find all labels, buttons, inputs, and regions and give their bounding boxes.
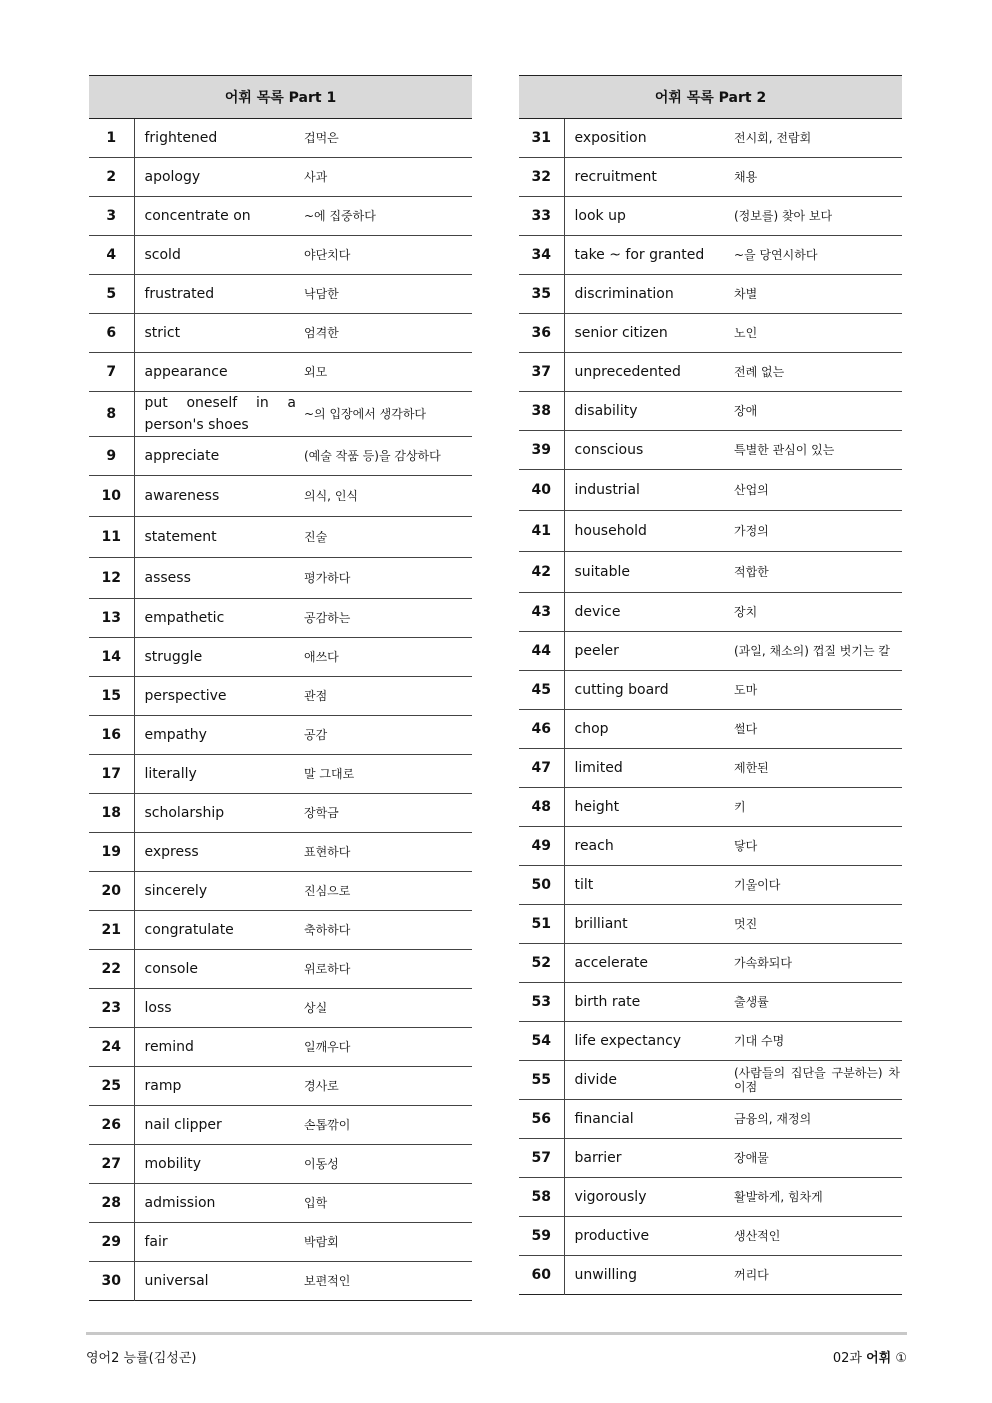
vocab-meaning: 산업의 xyxy=(732,470,902,511)
vocab-meaning: ~을 당연시하다 xyxy=(732,236,902,275)
row-number: 56 xyxy=(519,1100,564,1139)
vocab-meaning: 닿다 xyxy=(732,827,902,866)
table-row xyxy=(89,872,472,911)
table-row xyxy=(519,1256,902,1295)
vocab-meaning: 꺼리다 xyxy=(734,1268,769,1282)
vocab-meaning: 기대 수명 xyxy=(732,1022,902,1061)
table-row xyxy=(89,1184,472,1223)
table-row xyxy=(89,1067,472,1106)
vocab-word: mobility xyxy=(134,1145,302,1184)
vocab-word: suitable xyxy=(564,552,732,593)
vocab-word: brilliant xyxy=(564,905,732,944)
table-body xyxy=(519,119,902,1295)
vocab-meaning: 활발하게, 힘차게 xyxy=(732,1178,902,1217)
vocab-meaning: 생산적인 xyxy=(732,1217,902,1256)
vocab-meaning: 가속화되다 xyxy=(732,944,902,983)
row-number: 16 xyxy=(89,716,134,755)
vocab-word: discrimination xyxy=(564,275,732,314)
vocab-word: apology xyxy=(134,158,302,197)
row-number: 50 xyxy=(519,866,564,905)
row-number: 36 xyxy=(519,314,564,353)
row-number: 29 xyxy=(89,1223,134,1262)
vocab-meaning: 겁먹은 xyxy=(302,119,472,158)
table-row xyxy=(519,158,902,197)
vocab-word: productive xyxy=(564,1217,732,1256)
vocab-meaning: 표현하다 xyxy=(302,833,472,872)
row-number: 17 xyxy=(89,755,134,794)
vocab-word: console xyxy=(134,950,302,989)
row-number: 31 xyxy=(519,119,564,158)
vocab-word: fair xyxy=(134,1223,302,1262)
row-number: 22 xyxy=(89,950,134,989)
vocab-word: chop xyxy=(564,710,732,749)
row-number: 14 xyxy=(89,638,134,677)
table-row xyxy=(89,119,472,158)
table-row xyxy=(89,197,472,236)
row-number: 47 xyxy=(519,749,564,788)
footer-lesson-mark: ① xyxy=(895,1351,907,1366)
vocab-meaning: 경사로 xyxy=(302,1067,472,1106)
row-number: 4 xyxy=(89,236,134,275)
vocab-word: put oneself in a person's shoes xyxy=(134,392,302,437)
table-row xyxy=(519,275,902,314)
footer-lesson-title: 어휘 xyxy=(866,1351,892,1366)
vocab-meaning: 위로하다 xyxy=(302,950,472,989)
vocab-meaning: 의식, 인식 xyxy=(302,476,472,517)
vocab-table-part1 xyxy=(89,75,472,1301)
row-number: 6 xyxy=(89,314,134,353)
row-number: 24 xyxy=(89,1028,134,1067)
row-number: 28 xyxy=(89,1184,134,1223)
table-row xyxy=(519,197,902,236)
table-row xyxy=(89,1145,472,1184)
table-row xyxy=(89,314,472,353)
vocab-table-part2 xyxy=(519,75,902,1295)
table-row xyxy=(89,437,472,476)
row-number: 18 xyxy=(89,794,134,833)
vocab-meaning: 평가하다 xyxy=(302,558,472,599)
vocab-meaning: 일깨우다 xyxy=(302,1028,472,1067)
vocab-word: admission xyxy=(134,1184,302,1223)
vocab-meaning: 보편적인 xyxy=(304,1274,351,1288)
vocab-word: congratulate xyxy=(134,911,302,950)
vocab-meaning: 출생률 xyxy=(732,983,902,1022)
table-body xyxy=(89,119,472,1301)
row-number: 40 xyxy=(519,470,564,511)
vocab-word: senior citizen xyxy=(564,314,732,353)
row-number: 13 xyxy=(89,599,134,638)
vocab-word: strict xyxy=(134,314,302,353)
row-number: 21 xyxy=(89,911,134,950)
footer-lesson xyxy=(833,1347,907,1366)
row-number: 60 xyxy=(519,1256,564,1295)
row-number: 53 xyxy=(519,983,564,1022)
row-number: 1 xyxy=(89,119,134,158)
table-row xyxy=(519,944,902,983)
vocab-meaning: 축하하다 xyxy=(302,911,472,950)
row-number: 37 xyxy=(519,353,564,392)
table-row xyxy=(519,470,902,511)
vocab-word: appearance xyxy=(134,353,302,392)
table-row xyxy=(89,1106,472,1145)
row-number: 26 xyxy=(89,1106,134,1145)
table-row xyxy=(519,710,902,749)
footer-lesson-number: 02과 xyxy=(832,1351,862,1366)
vocab-meaning: 야단치다 xyxy=(302,236,472,275)
table-row xyxy=(519,314,902,353)
vocab-meaning: 엄격한 xyxy=(302,314,472,353)
table-row xyxy=(89,950,472,989)
vocab-word: peeler xyxy=(564,632,732,671)
vocab-word: birth rate xyxy=(564,983,732,1022)
row-number: 5 xyxy=(89,275,134,314)
table-row xyxy=(519,1022,902,1061)
vocab-word: unwilling xyxy=(574,1267,638,1283)
vocab-word: industrial xyxy=(564,470,732,511)
vocab-word: household xyxy=(564,511,732,552)
vocab-word: frightened xyxy=(134,119,302,158)
row-number: 11 xyxy=(89,517,134,558)
vocab-word: reach xyxy=(564,827,732,866)
table-row xyxy=(89,833,472,872)
row-number: 35 xyxy=(519,275,564,314)
vocab-meaning: 채용 xyxy=(732,158,902,197)
vocab-word: appreciate xyxy=(134,437,302,476)
table-title: 어휘 목록 Part 1 xyxy=(89,76,472,119)
table-row xyxy=(519,392,902,431)
table-row xyxy=(89,1028,472,1067)
vocab-meaning: 기울이다 xyxy=(732,866,902,905)
table-row xyxy=(519,749,902,788)
row-number: 9 xyxy=(89,437,134,476)
vocab-word: express xyxy=(134,833,302,872)
vocab-word: ramp xyxy=(134,1067,302,1106)
vocab-meaning: 장애물 xyxy=(732,1139,902,1178)
table-row xyxy=(89,392,472,437)
vocab-word: financial xyxy=(564,1100,732,1139)
row-number: 41 xyxy=(519,511,564,552)
vocab-meaning: 장치 xyxy=(732,593,902,632)
vocab-meaning: ~의 입장에서 생각하다 xyxy=(302,392,472,437)
vocab-word: remind xyxy=(134,1028,302,1067)
vocab-word: empathetic xyxy=(134,599,302,638)
table-header-row xyxy=(89,76,472,119)
table-row xyxy=(519,431,902,470)
vocab-meaning: 차별 xyxy=(732,275,902,314)
table-row xyxy=(89,677,472,716)
vocab-meaning: 공감 xyxy=(302,716,472,755)
vocab-meaning: (과일, 채소의) 껍질 벗기는 칼 xyxy=(732,632,902,671)
table-row xyxy=(89,911,472,950)
table-row xyxy=(89,716,472,755)
vocab-meaning: 상실 xyxy=(302,989,472,1028)
vocab-meaning: 관점 xyxy=(302,677,472,716)
table-title: 어휘 목록 Part 2 xyxy=(519,76,902,119)
vocab-word: exposition xyxy=(564,119,732,158)
table-row xyxy=(519,1178,902,1217)
row-number: 33 xyxy=(519,197,564,236)
row-number: 44 xyxy=(519,632,564,671)
vocab-meaning: 가정의 xyxy=(732,511,902,552)
vocab-word: struggle xyxy=(134,638,302,677)
vocab-meaning: ~에 집중하다 xyxy=(302,197,472,236)
vocab-meaning: 진술 xyxy=(302,517,472,558)
vocab-meaning: 사과 xyxy=(302,158,472,197)
vocab-meaning: 낙담한 xyxy=(302,275,472,314)
row-number: 55 xyxy=(519,1061,564,1100)
row-number: 52 xyxy=(519,944,564,983)
vocab-word: conscious xyxy=(564,431,732,470)
row-number: 8 xyxy=(89,392,134,437)
vocab-meaning: 이동성 xyxy=(302,1145,472,1184)
vocab-meaning: 특별한 관심이 있는 xyxy=(732,431,902,470)
table-row xyxy=(89,158,472,197)
row-number: 45 xyxy=(519,671,564,710)
table-row xyxy=(89,1262,472,1301)
vocab-meaning: 전시회, 전람회 xyxy=(732,119,902,158)
row-number: 32 xyxy=(519,158,564,197)
vocab-word: frustrated xyxy=(134,275,302,314)
vocab-meaning: 제한된 xyxy=(732,749,902,788)
vocab-meaning: 공감하는 xyxy=(302,599,472,638)
vocab-meaning: (정보를) 찾아 보다 xyxy=(732,197,902,236)
row-number: 23 xyxy=(89,989,134,1028)
vocab-meaning: 금융의, 재정의 xyxy=(732,1100,902,1139)
vocab-meaning: 입학 xyxy=(302,1184,472,1223)
row-number: 7 xyxy=(89,353,134,392)
vocab-word: scold xyxy=(134,236,302,275)
table-row xyxy=(89,755,472,794)
table-row xyxy=(519,983,902,1022)
vocab-word: tilt xyxy=(564,866,732,905)
vocab-word: take ~ for granted xyxy=(564,236,732,275)
table-row xyxy=(89,638,472,677)
vocab-word: perspective xyxy=(134,677,302,716)
row-number: 27 xyxy=(89,1145,134,1184)
row-number: 38 xyxy=(519,392,564,431)
table-row xyxy=(519,353,902,392)
row-number: 39 xyxy=(519,431,564,470)
vocab-word: unprecedented xyxy=(564,353,732,392)
vocab-word: nail clipper xyxy=(134,1106,302,1145)
vocab-meaning: 적합한 xyxy=(732,552,902,593)
vocab-word: vigorously xyxy=(564,1178,732,1217)
vocab-word: awareness xyxy=(134,476,302,517)
row-number: 10 xyxy=(89,476,134,517)
vocab-meaning: 장애 xyxy=(732,392,902,431)
vocab-meaning: 진심으로 xyxy=(302,872,472,911)
vocab-meaning: 애쓰다 xyxy=(302,638,472,677)
table-row xyxy=(519,1139,902,1178)
vocab-meaning: (예술 작품 등)을 감상하다 xyxy=(302,437,472,476)
row-number: 15 xyxy=(89,677,134,716)
vocab-word: limited xyxy=(564,749,732,788)
vocab-meaning: 노인 xyxy=(732,314,902,353)
row-number: 12 xyxy=(89,558,134,599)
row-number: 51 xyxy=(519,905,564,944)
table-row xyxy=(519,905,902,944)
table-row xyxy=(89,476,472,517)
table-row xyxy=(89,353,472,392)
vocab-word: cutting board xyxy=(564,671,732,710)
vocab-word: concentrate on xyxy=(134,197,302,236)
vocab-word: empathy xyxy=(134,716,302,755)
vocab-meaning: 도마 xyxy=(732,671,902,710)
vocab-word: device xyxy=(564,593,732,632)
vocab-word: life expectancy xyxy=(564,1022,732,1061)
vocab-word: scholarship xyxy=(134,794,302,833)
table-row xyxy=(519,119,902,158)
vocab-meaning: 전례 없는 xyxy=(732,353,902,392)
table-row xyxy=(519,632,902,671)
row-number: 34 xyxy=(519,236,564,275)
table-row xyxy=(519,593,902,632)
row-number: 3 xyxy=(89,197,134,236)
row-number: 57 xyxy=(519,1139,564,1178)
vocab-word: accelerate xyxy=(564,944,732,983)
vocab-meaning: 말 그대로 xyxy=(302,755,472,794)
row-number: 54 xyxy=(519,1022,564,1061)
row-number: 43 xyxy=(519,593,564,632)
row-number: 25 xyxy=(89,1067,134,1106)
row-number: 58 xyxy=(519,1178,564,1217)
table-row xyxy=(89,794,472,833)
table-row xyxy=(519,1061,902,1100)
table-row xyxy=(89,989,472,1028)
table-row xyxy=(519,552,902,593)
table-row xyxy=(519,827,902,866)
vocab-word: recruitment xyxy=(564,158,732,197)
vocab-word: assess xyxy=(134,558,302,599)
row-number: 2 xyxy=(89,158,134,197)
table-header-row xyxy=(519,76,902,119)
table-row xyxy=(519,788,902,827)
table-row xyxy=(519,1217,902,1256)
table-row xyxy=(89,275,472,314)
vocab-meaning: 박람회 xyxy=(302,1223,472,1262)
row-number: 48 xyxy=(519,788,564,827)
row-number: 46 xyxy=(519,710,564,749)
vocab-word: height xyxy=(564,788,732,827)
footer-divider xyxy=(86,1332,907,1335)
table-row xyxy=(89,599,472,638)
vocab-word: look up xyxy=(564,197,732,236)
vocab-meaning: 썰다 xyxy=(732,710,902,749)
table-row xyxy=(519,511,902,552)
footer-textbook: 영어2 능률(김성곤) xyxy=(86,1351,197,1366)
table-row xyxy=(89,1223,472,1262)
row-number: 49 xyxy=(519,827,564,866)
table-row xyxy=(89,236,472,275)
row-number: 59 xyxy=(519,1217,564,1256)
row-number: 30 xyxy=(89,1262,134,1301)
row-number: 42 xyxy=(519,552,564,593)
vocab-meaning: (사람들의 집단을 구분하는) 차이점 xyxy=(732,1061,902,1100)
vocab-meaning: 멋진 xyxy=(732,905,902,944)
table-row xyxy=(519,236,902,275)
vocab-word: disability xyxy=(564,392,732,431)
vocab-word: divide xyxy=(564,1061,732,1100)
vocab-word: literally xyxy=(134,755,302,794)
vocab-word: universal xyxy=(144,1273,209,1289)
table-row xyxy=(89,517,472,558)
table-row xyxy=(519,671,902,710)
vocab-word: sincerely xyxy=(134,872,302,911)
table-row xyxy=(89,558,472,599)
vocab-meaning: 손톱깎이 xyxy=(302,1106,472,1145)
vocab-meaning: 장학금 xyxy=(302,794,472,833)
vocab-word: loss xyxy=(134,989,302,1028)
table-row xyxy=(519,1100,902,1139)
row-number: 19 xyxy=(89,833,134,872)
vocab-meaning: 키 xyxy=(732,788,902,827)
row-number: 20 xyxy=(89,872,134,911)
vocab-meaning: 외모 xyxy=(302,353,472,392)
table-row xyxy=(519,866,902,905)
vocab-word: statement xyxy=(134,517,302,558)
vocab-word: barrier xyxy=(564,1139,732,1178)
